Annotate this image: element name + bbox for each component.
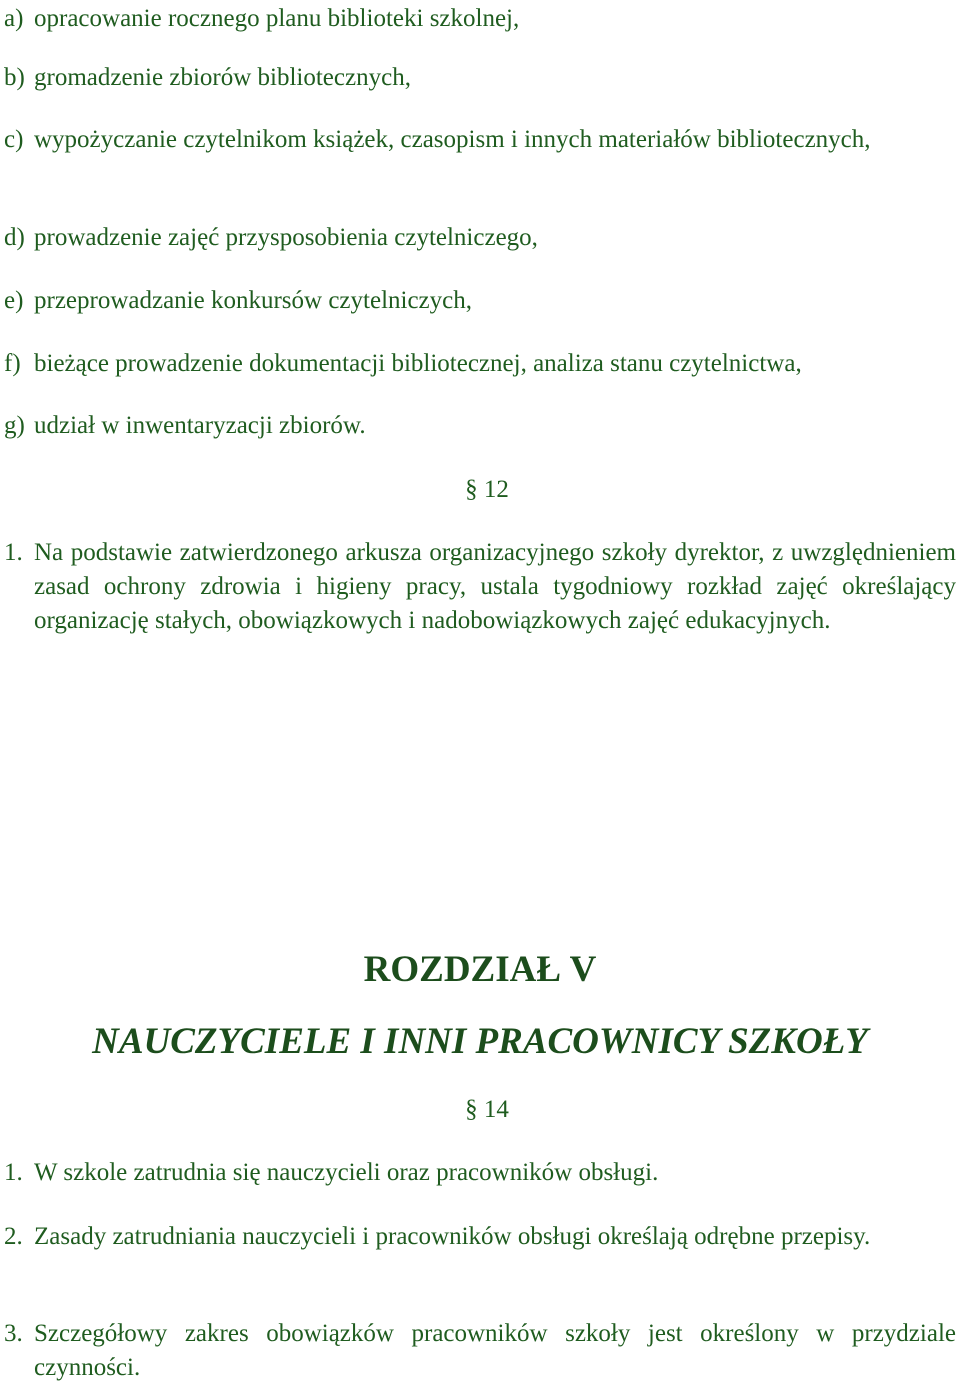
paragraph-text: Zasady zatrudniania nauczycieli i pracowników obsługi określają odrębne przepisy. [34, 1223, 871, 1250]
paragraph-marker: 3. [4, 1320, 23, 1347]
list-item-text: udział w inwentaryzacji zbiorów. [34, 412, 366, 439]
list-item-text: przeprowadzanie konkursów czytelniczych, [34, 287, 473, 314]
list-marker: e) [4, 287, 24, 314]
list-marker: b) [4, 64, 25, 91]
paragraph-text: W szkole zatrudnia się nauczycieli oraz pracowników obsługi. [34, 1159, 659, 1186]
list-item-text: wypożyczanie czytelnikom książek, czasopism i innych materiałów bibliotecznych, [34, 126, 871, 153]
section-mark-12: § 12 [465, 476, 509, 503]
list-item-a [0, 2, 956, 36]
list-item-e [0, 284, 956, 318]
paragraph-text: Szczegółowy zakres obowiązków pracowników szkoły jest określony w przydziale czynności. [34, 1320, 956, 1381]
list-marker: a) [4, 5, 24, 32]
list-item-text: prowadzenie zajęć przysposobienia czytelniczego, [34, 224, 538, 251]
list-item-d [0, 221, 956, 255]
list-marker: c) [4, 126, 24, 153]
list-marker: g) [4, 412, 25, 439]
paragraph-marker: 1. [4, 1159, 23, 1186]
paragraph-14-2 [0, 1220, 956, 1254]
paragraph-text: Na podstawie zatwierdzonego arkusza organizacyjnego szkoły dyrektor, z uwzględnieniem zasad ochrony zdrowia i higieny pracy, ustala tygodniowy rozkład zajęć określający organizację stałych, obowiązkowych i nadobowiązkowych zajęć edukacyjnych. [34, 539, 956, 634]
list-item-text: gromadzenie zbiorów bibliotecznych, [34, 64, 411, 91]
list-marker: d) [4, 224, 25, 251]
list-item-g [0, 409, 956, 443]
paragraph-12-1 [0, 536, 956, 638]
paragraph-marker: 2. [4, 1223, 23, 1250]
list-marker: f) [4, 350, 21, 377]
chapter-number: ROZDZIAŁ V [363, 949, 597, 990]
chapter-title: NAUCZYCIELE I INNI PRACOWNICY SZKOŁY [92, 1021, 868, 1062]
list-item-f [0, 347, 956, 381]
paragraph-marker: 1. [4, 539, 23, 566]
paragraph-14-1 [0, 1156, 956, 1190]
list-item-text: opracowanie rocznego planu biblioteki szkolnej, [34, 5, 520, 32]
section-mark-14: § 14 [465, 1096, 509, 1123]
paragraph-14-3 [0, 1317, 956, 1385]
list-item-text: bieżące prowadzenie dokumentacji bibliotecznej, analiza stanu czytelnictwa, [34, 350, 802, 377]
list-item-b [0, 61, 956, 95]
list-item-c [0, 123, 956, 157]
